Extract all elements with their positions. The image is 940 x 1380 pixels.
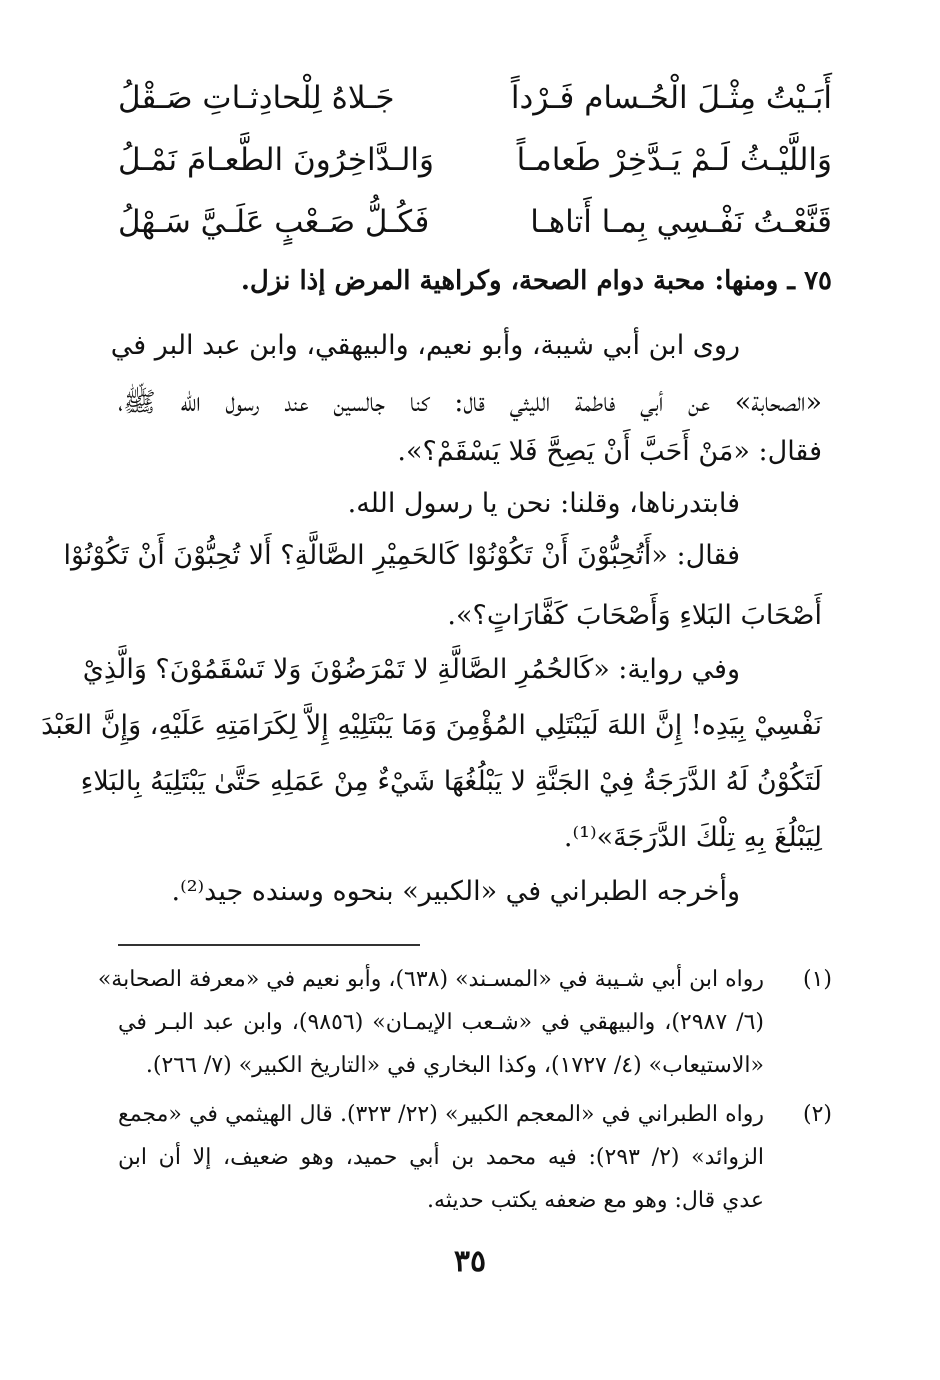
footnote-separator [118,944,420,946]
verse-first-hemistich: قَنَّعْـتُ نَفْـسِي بِمـا أَتاهـا [530,204,832,240]
poem-verse [118,80,832,117]
verse-second-hemistich: فَكُـلُّ صَـعْبٍ عَلَـيَّ سَـهْلُ [118,204,430,240]
verse-first-hemistich: أَبَـيْتُ مِثْـلَ الْحُـسام فَـرْداً [510,80,832,116]
poem-verse [118,142,832,179]
paragraph-line: روى ابن أبي شيبة، وأبو نعيم، والبيهقي، وابن عبد البر في [110,330,740,361]
footnote [97,958,832,1087]
paragraph-line: لَتَكُوْنُ لَهُ الدَّرَجَةُ فِيْ الجَنَّةِ لا يَبْلُغُهَا شَيْءٌ مِنْ عَمَلِهِ حَتَّىٰ يَبْتَلِيَهُ بِالبَلاءِ [80,766,822,797]
footnote-number: (١) [802,967,832,992]
footnote-line: عدي قال: وهو مع ضعفه يكتب حديثه. [427,1188,764,1213]
paragraph-line: لِيَبْلُغَ بِهِ تِلْكَ الدَّرَجَةَ»⁽¹⁾. [563,822,822,853]
verse-second-hemistich: وَالـدَّاخِرُونَ الطَّعـامَ نَمْـلُ [118,142,434,178]
paragraph-line: «الصحابة» عن أبي فاطمة الليثي قال: كنا جالسين عند رسول الله ﷺ، [118,387,822,418]
section-heading: ٧٥ ـ ومنها: محبة دوام الصحة، وكراهية المرض إذا نزل. [240,266,832,296]
footnote-line: (٦/ ٢٩٨٧)، والبيهقي في «شـعب الإيمـان» (٩٨٥٦)، وابن عبد البـر في [118,1010,765,1035]
paragraph-line: أَصْحَابَ البَلاءِ وَأَصْحَابَ كَفَّارَاتٍ؟». [447,600,822,631]
footnote [118,1093,832,1222]
page-number: ٣٥ [453,1244,487,1279]
verse-first-hemistich: وَاللَّيْـثُ لَـمْ يَـدَّخِرْ طَعامـاً [516,142,832,178]
verse-second-hemistich: جَـلاهُ لِلْحادِثـاتِ صَـقْلُ [118,80,395,116]
footnote-number: (٢) [802,1102,832,1127]
footnote-line: رواه ابن أبي شـيبة في «المسـند» (٦٣٨)، وأبو نعيم في «معرفة الصحابة» [97,967,764,992]
paragraph-line: فقال: «أَتُحِبُّوْنَ أَنْ تَكُوْنُوْا كَالحَمِيْرِ الصَّالَّةِ؟ أَلا تُحِبُّوْنَ أَنْ تَكُوْنُوْا [63,540,740,571]
footnote-line: رواه الطبراني في «المعجم الكبير» (٢٢/ ٣٢٣). قال الهيثمي في «مجمع [118,1102,765,1127]
footnote-line: «الاستيعاب» (٤/ ١٧٢٧)، وكذا البخاري في «التاريخ الكبير» (٧/ ٢٦٦). [145,1053,764,1078]
poem-verse [118,204,832,241]
paragraph-line: فقال: «مَنْ أَحَبَّ أَنْ يَصِحَّ فَلا يَسْقَمْ؟». [397,436,822,467]
paragraph-line: وفي رواية: «كَالحُمُرِ الصَّالَّةِ لا تَمْرَضُوْنَ وَلا تَسْقَمُوْنَ؟ وَالَّذِيْ [82,654,740,685]
paragraph-line: نَفْسِيْ بِيَدِه! إِنَّ اللهَ لَيَبْتَلِي المُؤْمِنَ وَمَا يَبْتَلِيْهِ إِلاَّ لِكَرَامَتِهِ عَلَيْهِ، وَإِنَّ العَبْدَ [41,710,822,741]
footnote-line: الزوائد» (٢/ ٢٩٣): فيه محمد بن أبي حميد، وهو ضعيف، إلا أن ابن [118,1145,765,1170]
paragraph-line: وأخرجه الطبراني في «الكبير» بنحوه وسنده جيد⁽²⁾. [171,876,740,907]
paragraph-line: فابتدرناها، وقلنا: نحن يا رسول الله. [347,488,740,519]
